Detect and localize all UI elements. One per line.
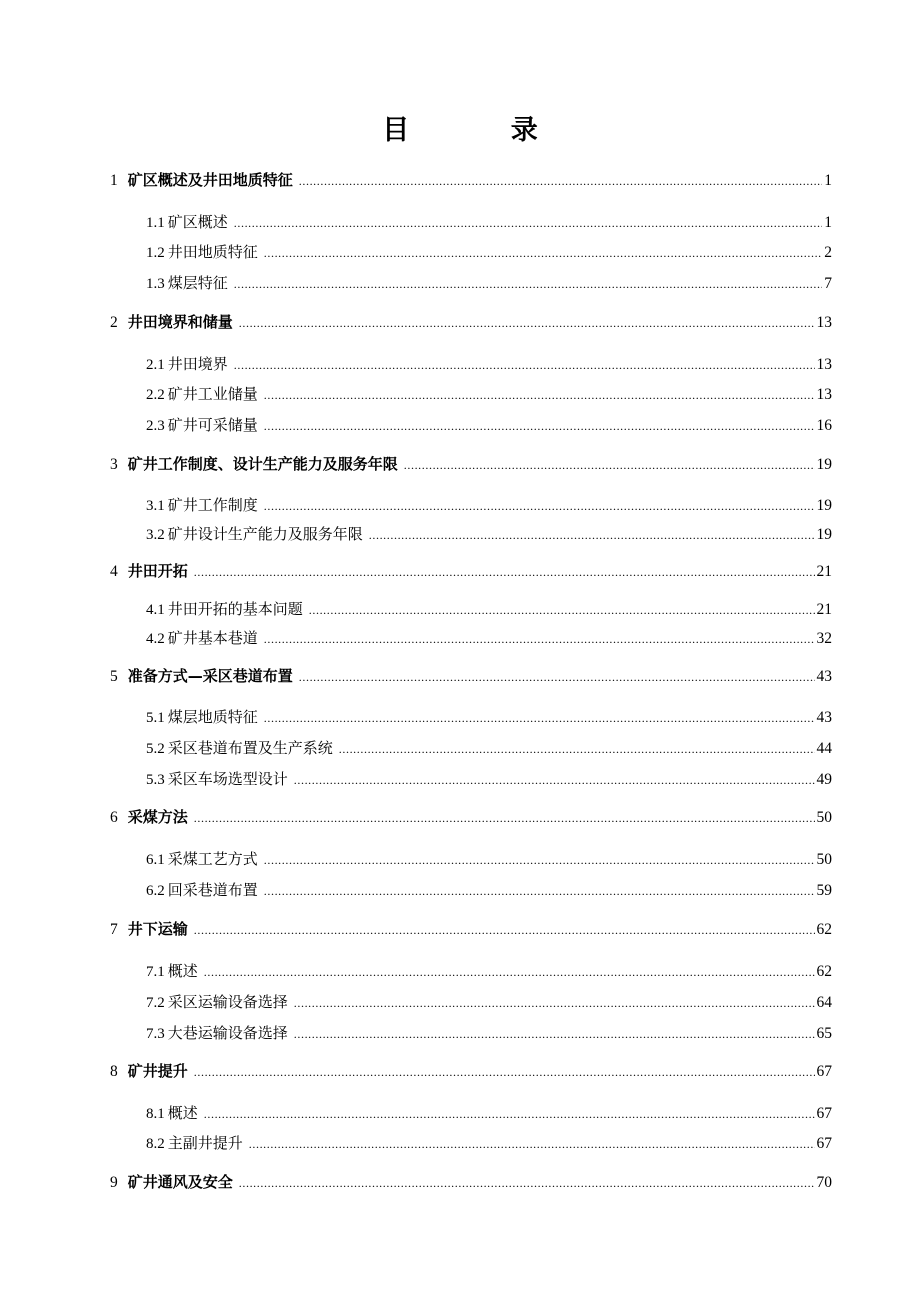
toc-entry-title: 矿井基本巷道 xyxy=(167,629,258,647)
toc-entry-title: 采区巷道布置及生产系统 xyxy=(167,739,333,757)
toc-page-number: 43 xyxy=(816,709,832,726)
toc-section-entry[interactable] xyxy=(146,627,832,649)
toc-dot-leader xyxy=(194,919,815,941)
toc-entry-title: 矿区概述 xyxy=(167,213,228,231)
toc-entry-number: 6.1 xyxy=(146,852,165,868)
toc-entry-number: 4.1 xyxy=(146,602,165,618)
toc-page-number: 50 xyxy=(816,851,832,868)
toc-entry-title: 概述 xyxy=(167,962,198,980)
toc-page-number: 62 xyxy=(816,921,832,938)
toc-entry-number: 3 xyxy=(110,456,118,473)
toc-section-entry[interactable] xyxy=(146,211,832,233)
toc-section-entry[interactable] xyxy=(146,494,832,516)
toc-section-entry[interactable] xyxy=(146,706,832,728)
toc-page-number: 1 xyxy=(824,172,832,189)
toc-entry-number: 2.1 xyxy=(146,357,165,373)
toc-section-entry[interactable] xyxy=(146,737,832,759)
toc-entry-number: 9 xyxy=(110,1174,118,1191)
toc-entry-title: 煤层地质特征 xyxy=(167,708,258,726)
toc-chapter-entry[interactable] xyxy=(110,1060,832,1082)
toc-chapter-entry[interactable] xyxy=(110,311,832,333)
toc-section-entry[interactable] xyxy=(146,960,832,982)
toc-entry-title: 井田境界和储量 xyxy=(127,313,233,331)
toc-section-entry[interactable] xyxy=(146,848,832,870)
toc-dot-leader xyxy=(264,707,815,729)
toc-dot-leader xyxy=(264,384,815,406)
toc-dot-leader xyxy=(204,1103,815,1125)
toc-page-number: 21 xyxy=(816,601,832,618)
toc-page-number: 62 xyxy=(816,963,832,980)
toc-dot-leader xyxy=(294,1023,815,1045)
toc-dot-leader xyxy=(299,666,815,688)
toc-chapter-entry[interactable] xyxy=(110,1171,832,1193)
toc-entry-number: 2 xyxy=(110,314,118,331)
toc-section-entry[interactable] xyxy=(146,272,832,294)
toc-dot-leader xyxy=(264,242,822,264)
toc-dot-leader xyxy=(299,170,822,192)
toc-dot-leader xyxy=(264,849,815,871)
toc-dot-leader xyxy=(294,992,815,1014)
toc-section-entry[interactable] xyxy=(146,1102,832,1124)
toc-entry-title: 矿井提升 xyxy=(127,1062,188,1080)
toc-chapter-entry[interactable] xyxy=(110,169,832,191)
toc-section-entry[interactable] xyxy=(146,768,832,790)
toc-entry-number: 7.3 xyxy=(146,1026,165,1042)
toc-page-number: 7 xyxy=(824,275,832,292)
toc-entry-number: 7.1 xyxy=(146,964,165,980)
toc-dot-leader xyxy=(264,628,815,650)
toc-dot-leader xyxy=(404,454,815,476)
toc-section-entry[interactable] xyxy=(146,383,832,405)
toc-entry-number: 5 xyxy=(110,668,118,685)
toc-page-number: 44 xyxy=(816,740,832,757)
toc-entry-title: 主副井提升 xyxy=(167,1134,243,1152)
toc-entry-title: 矿井工业储量 xyxy=(167,385,258,403)
toc-page-number: 13 xyxy=(816,356,832,373)
toc-dot-leader xyxy=(234,273,822,295)
toc-page-number: 67 xyxy=(816,1135,832,1152)
toc-entry-number: 4 xyxy=(110,563,118,580)
toc-section-entry[interactable] xyxy=(146,414,832,436)
toc-entry-title: 矿井可采储量 xyxy=(167,416,258,434)
toc-section-entry[interactable] xyxy=(146,1132,832,1154)
toc-page-number: 19 xyxy=(816,526,832,543)
toc-dot-leader xyxy=(194,807,815,829)
toc-page-number: 43 xyxy=(816,668,832,685)
toc-page-number: 2 xyxy=(824,244,832,261)
toc-page-number: 50 xyxy=(816,809,832,826)
toc-entry-title: 矿井工作制度 xyxy=(167,496,258,514)
toc-page-number: 49 xyxy=(816,771,832,788)
toc-entry-number: 2.2 xyxy=(146,387,165,403)
toc-entry-title: 采区车场选型设计 xyxy=(167,770,288,788)
toc-section-entry[interactable] xyxy=(146,879,832,901)
toc-entry-number: 8.2 xyxy=(146,1136,165,1152)
toc-entry-number: 6.2 xyxy=(146,883,165,899)
toc-page-number: 67 xyxy=(816,1063,832,1080)
toc-dot-leader xyxy=(309,599,815,621)
toc-dot-leader xyxy=(264,495,815,517)
toc-entry-title: 井下运输 xyxy=(127,920,188,938)
toc-page-number: 19 xyxy=(816,497,832,514)
toc-dot-leader xyxy=(194,1061,815,1083)
toc-entry-title: 井田境界 xyxy=(167,355,228,373)
toc-dot-leader xyxy=(369,524,815,546)
toc-entry-number: 4.2 xyxy=(146,631,165,647)
toc-entry-title: 采煤工艺方式 xyxy=(167,850,258,868)
toc-section-entry[interactable] xyxy=(146,523,832,545)
toc-entry-title: 井田开拓的基本问题 xyxy=(167,600,303,618)
toc-page-number: 13 xyxy=(816,386,832,403)
toc-section-entry[interactable] xyxy=(146,598,832,620)
toc-entry-title: 准备方式—采区巷道布置 xyxy=(127,667,293,685)
toc-entry-number: 7.2 xyxy=(146,995,165,1011)
toc-dot-leader xyxy=(234,354,815,376)
toc-entry-title: 回采巷道布置 xyxy=(167,881,258,899)
toc-page-number: 16 xyxy=(816,417,832,434)
toc-page-number: 64 xyxy=(816,994,832,1011)
toc-entry-number: 5.3 xyxy=(146,772,165,788)
toc-entry-number: 3.2 xyxy=(146,527,165,543)
toc-page-number: 70 xyxy=(816,1174,832,1191)
toc-entry-title: 矿井设计生产能力及服务年限 xyxy=(167,525,363,543)
toc-page-number: 19 xyxy=(816,456,832,473)
toc-chapter-entry[interactable] xyxy=(110,918,832,940)
page-title: 目 录 xyxy=(382,115,584,146)
toc-page-number: 1 xyxy=(824,214,832,231)
toc-entry-number: 3.1 xyxy=(146,498,165,514)
toc-chapter-entry[interactable] xyxy=(110,560,832,582)
toc-page-number: 13 xyxy=(816,314,832,331)
toc-page-number: 67 xyxy=(816,1105,832,1122)
toc-dot-leader xyxy=(264,415,815,437)
toc-dot-leader xyxy=(204,961,815,983)
toc-entry-number: 1.2 xyxy=(146,245,165,261)
toc-entry-title: 井田地质特征 xyxy=(167,243,258,261)
toc-page-number: 59 xyxy=(816,882,832,899)
toc-section-entry[interactable] xyxy=(146,991,832,1013)
toc-dot-leader xyxy=(294,769,815,791)
toc-dot-leader xyxy=(234,212,822,234)
toc-page-number: 32 xyxy=(816,630,832,647)
toc-dot-leader xyxy=(194,561,815,583)
toc-dot-leader xyxy=(264,880,815,902)
toc-dot-leader xyxy=(239,312,815,334)
toc-entry-title: 采煤方法 xyxy=(127,808,188,826)
toc-dot-leader xyxy=(249,1133,815,1155)
toc-entry-number: 6 xyxy=(110,809,118,826)
toc-entry-title: 矿井通风及安全 xyxy=(127,1173,233,1191)
toc-entry-number: 1.3 xyxy=(146,276,165,292)
toc-entry-number: 1 xyxy=(110,172,118,189)
toc-entry-title: 井田开拓 xyxy=(127,562,188,580)
toc-entry-title: 矿井工作制度、设计生产能力及服务年限 xyxy=(127,455,398,473)
toc-entry-number: 5.2 xyxy=(146,741,165,757)
toc-entry-number: 1.1 xyxy=(146,215,165,231)
toc-entry-title: 采区运输设备选择 xyxy=(167,993,288,1011)
toc-dot-leader xyxy=(339,738,815,760)
toc-entry-number: 8.1 xyxy=(146,1106,165,1122)
toc-page-number: 21 xyxy=(816,563,832,580)
toc-entry-title: 矿区概述及井田地质特征 xyxy=(127,171,293,189)
toc-chapter-entry[interactable] xyxy=(110,665,832,687)
toc-section-entry[interactable] xyxy=(146,241,832,263)
toc-chapter-entry[interactable] xyxy=(110,806,832,828)
toc-entry-title: 大巷运输设备选择 xyxy=(167,1024,288,1042)
toc-entry-number: 5.1 xyxy=(146,710,165,726)
toc-dot-leader xyxy=(239,1172,815,1194)
toc-entry-title: 概述 xyxy=(167,1104,198,1122)
toc-section-entry[interactable] xyxy=(146,1022,832,1044)
toc-entry-title: 煤层特征 xyxy=(167,274,228,292)
toc-entry-number: 2.3 xyxy=(146,418,165,434)
toc-entry-number: 7 xyxy=(110,921,118,938)
toc-section-entry[interactable] xyxy=(146,353,832,375)
toc-entry-number: 8 xyxy=(110,1063,118,1080)
toc-page-number: 65 xyxy=(816,1025,832,1042)
toc-chapter-entry[interactable] xyxy=(110,453,832,475)
